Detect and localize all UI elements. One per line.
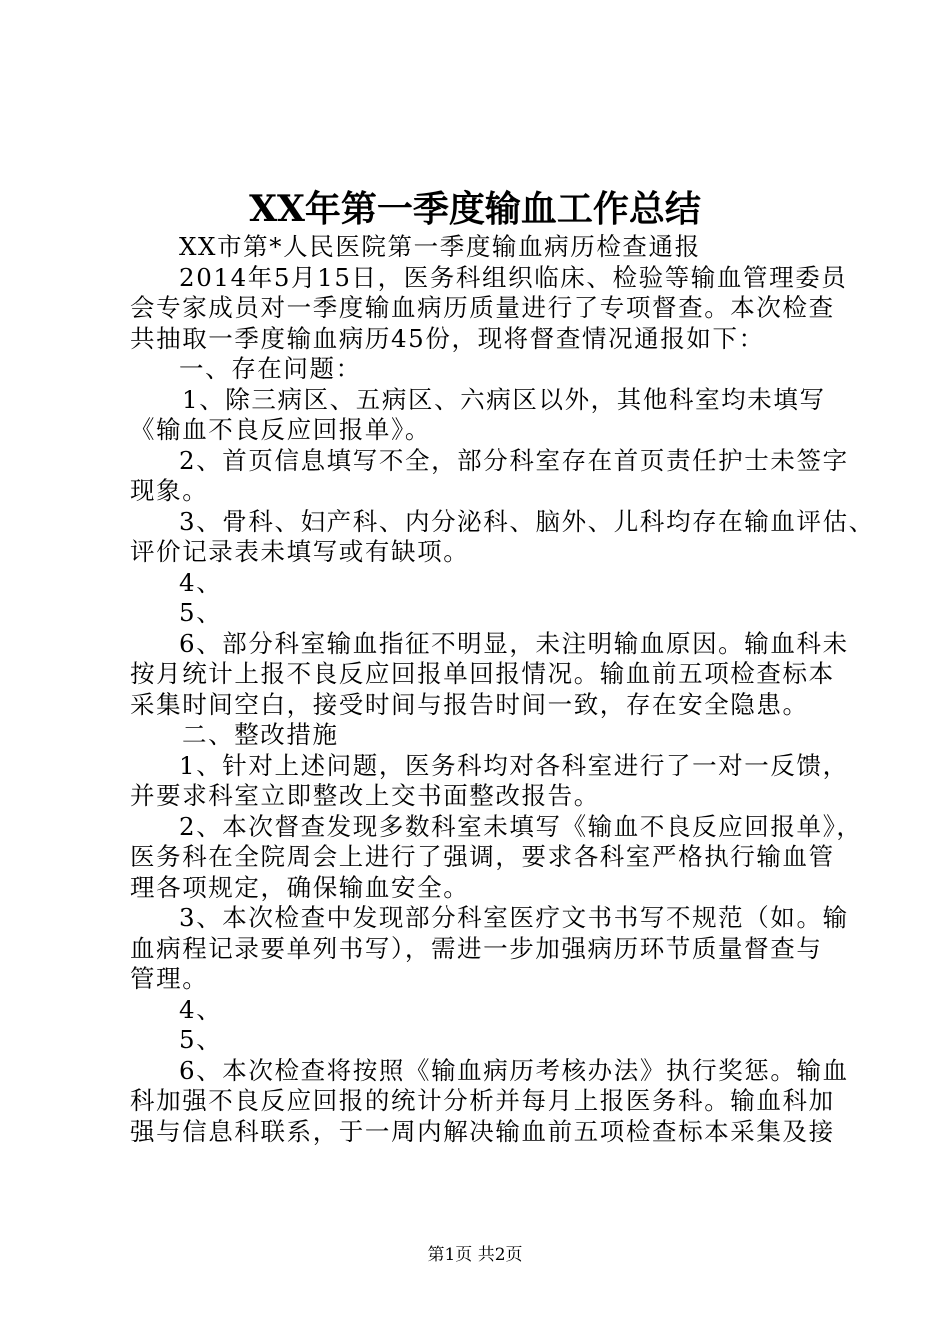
body-line: 2、首页信息填写不全，部分科室存在首页责任护士未签字 <box>179 445 849 475</box>
body-line: 管理。 <box>130 964 209 993</box>
body-line: 6、部分科室输血指征不明显，未注明输血原因。输血科未 <box>179 628 849 658</box>
body-line: 会专家成员对一季度输血病历质量进行了专项督查。本次检查 <box>130 293 835 322</box>
page-footer: 第1页 共2页 <box>427 1245 523 1265</box>
body-line: 强与信息科联系，于一周内解决输血前五项检查标本采集及接 <box>130 1116 835 1146</box>
body-line: 采集时间空白，接受时间与报告时间一致，存在安全隐患。 <box>130 689 809 719</box>
body-line: 二、整改措施 <box>182 720 339 749</box>
body-line: 5、 <box>179 598 223 627</box>
body-line: 3、本次检查中发现部分科室医疗文书书写不规范（如。输 <box>179 903 849 932</box>
body-line: 评价记录表未填写或有缺项。 <box>130 537 470 566</box>
body-line: 3、骨科、妇产科、内分泌科、脑外、儿科均存在输血评估、 <box>179 506 875 536</box>
body-line: 血病程记录要单列书写），需进一步加强病历环节质量督查与 <box>130 933 823 963</box>
body-line: 共抽取一季度输血病历45份，现将督查情况通报如下： <box>130 323 765 353</box>
body-line: 4、 <box>179 567 223 597</box>
body-line: 4、 <box>179 994 223 1024</box>
body-line: XX市第*人民医院第一季度输血病历检查通报 <box>179 232 701 261</box>
body-line: 6、本次检查将按照《输血病历考核办法》执行奖惩。输血 <box>179 1055 849 1085</box>
body-line: 现象。 <box>130 476 209 505</box>
document-body <box>130 232 875 1147</box>
body-line: 医务科在全院周会上进行了强调，要求各科室严格执行输血管 <box>130 842 835 871</box>
body-line: 5、 <box>179 1025 223 1054</box>
body-line: 按月统计上报不良反应回报单回报情况。输血前五项检查标本 <box>130 659 835 688</box>
body-line: 并要求科室立即整改上交书面整改报告。 <box>130 781 600 810</box>
body-line: 一、存在问题： <box>179 354 362 383</box>
body-line: 1、针对上述问题，医务科均对各科室进行了一对一反馈， <box>179 750 849 780</box>
body-line: 科加强不良反应回报的统计分析并每月上报医务科。输血科加 <box>130 1086 835 1115</box>
page-title: XX年第一季度输血工作总结 <box>249 188 701 230</box>
body-line: 2、本次督查发现多数科室未填写《输血不良反应回报单》， <box>179 811 863 841</box>
body-line: 1、除三病区、五病区、六病区以外，其他科室均未填写 <box>182 384 826 414</box>
body-line: 2014年5月15日，医务科组织临床、检验等输血管理委员 <box>179 262 848 292</box>
body-line: 理各项规定，确保输血安全。 <box>130 872 470 902</box>
body-line: 《输血不良反应回报单》。 <box>130 415 431 444</box>
